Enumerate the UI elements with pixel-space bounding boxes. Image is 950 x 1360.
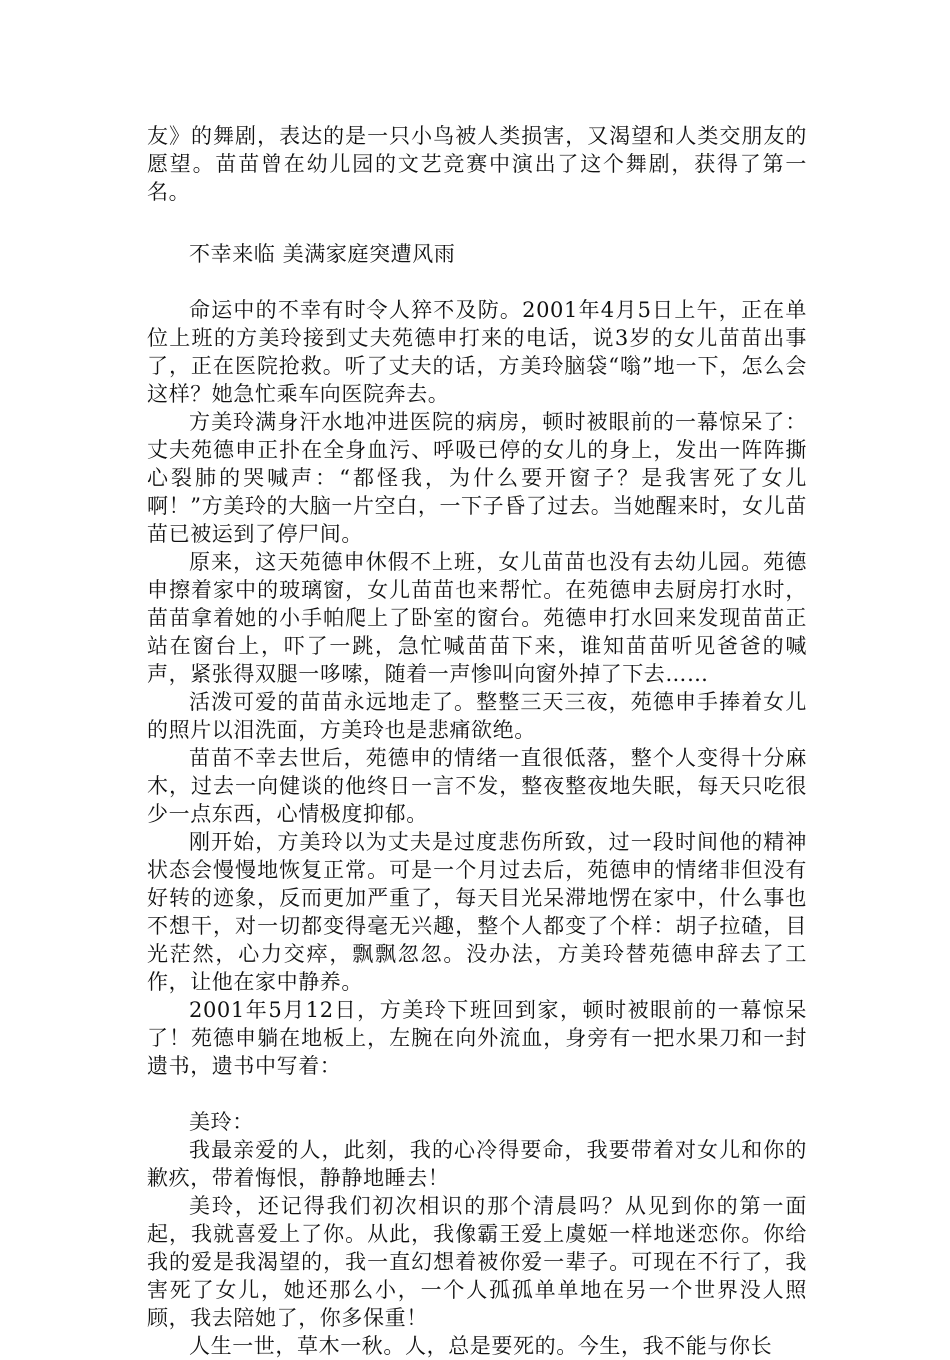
letter-salutation: 美玲： [189,1110,254,1134]
spacer [147,1080,807,1108]
body-paragraph: 方美玲满身汗水地冲进医院的病房，顿时被眼前的一幕惊呆了：丈夫苑德申正扑在全身血污、呼吸已停的女儿的身上，发出一阵阵撕心裂肺的哭喊声：“都怪我，为什么要开窗子？是我害死了女儿啊！”方美玲的大脑一片空白，一下子昏了过去。当她醒来时，女儿苗苗已被运到了停尸间。 [147,410,807,546]
letter-paragraph: 美玲，还记得我们初次相识的那个清晨吗？从见到你的第一面起，我就喜爱上了你。从此，我像霸王爱上虞姬一样地迷恋你。你给我的爱是我渴望的，我一直幻想着被你爱一辈子。可现在不行了，我害死了女儿，她还那么小，一个人孤孤单单地在另一个世界没人照顾，我去陪她了，你多保重！ [147,1194,807,1330]
letter-paragraph: 人生一世，草木一秋。人，总是要死的。今生，我不能与你长 [189,1334,773,1358]
intro-paragraph: 友》的舞剧，表达的是一只小鸟被人类损害，又渴望和人类交朋友的愿望。苗苗曾在幼儿园的文艺竞赛中演出了这个舞剧，获得了第一名。 [147,124,807,204]
letter-paragraph: 我最亲爱的人，此刻，我的心冷得要命，我要带着对女儿和你的歉疚，带着悔恨，静静地睡去！ [147,1138,807,1190]
spacer [147,206,807,240]
document-page [147,122,807,1360]
body-paragraph: 命运中的不幸有时令人猝不及防。2001年4月5日上午，正在单位上班的方美玲接到丈夫苑德申打来的电话，说3岁的女儿苗苗出事了，正在医院抢救。听了丈夫的话，方美玲脑袋“嗡”地一下，怎么会这样？她急忙乘车向医院奔去。 [147,298,807,406]
body-paragraph: 2001年5月12日，方美玲下班回到家，顿时被眼前的一幕惊呆了！苑德申躺在地板上，左腕在向外流血，身旁有一把水果刀和一封遗书，遗书中写着： [147,998,807,1078]
spacer [147,268,807,296]
body-paragraph: 刚开始，方美玲以为丈夫是过度悲伤所致，过一段时间他的精神状态会慢慢地恢复正常。可是一个月过去后，苑德申的情绪非但没有好转的迹象，反而更加严重了，每天目光呆滞地愣在家中，什么事也不想干，对一切都变得毫无兴趣，整个人都变了个样：胡子拉碴，目光茫然，心力交瘁，飘飘忽忽。没办法，方美玲替苑德申辞去了工作，让他在家中静养。 [147,830,807,994]
body-paragraph: 苗苗不幸去世后，苑德申的情绪一直很低落，整个人变得十分麻木，过去一向健谈的他终日一言不发，整夜整夜地失眠，每天只吃很少一点东西，心情极度抑郁。 [147,746,807,826]
body-paragraph: 原来，这天苑德申休假不上班，女儿苗苗也没有去幼儿园。苑德申擦着家中的玻璃窗，女儿苗苗也来帮忙。在苑德申去厨房打水时，苗苗拿着她的小手帕爬上了卧室的窗台。苑德申打水回来发现苗苗正站在窗台上，吓了一跳，急忙喊苗苗下来，谁知苗苗听见爸爸的喊声，紧张得双腿一哆嗦，随着一声惨叫向窗外掉了下去…… [147,550,807,686]
body-paragraph: 活泼可爱的苗苗永远地走了。整整三天三夜，苑德申手捧着女儿的照片以泪洗面，方美玲也是悲痛欲绝。 [147,690,807,742]
section-heading: 不幸来临 美满家庭突遭风雨 [189,242,456,266]
